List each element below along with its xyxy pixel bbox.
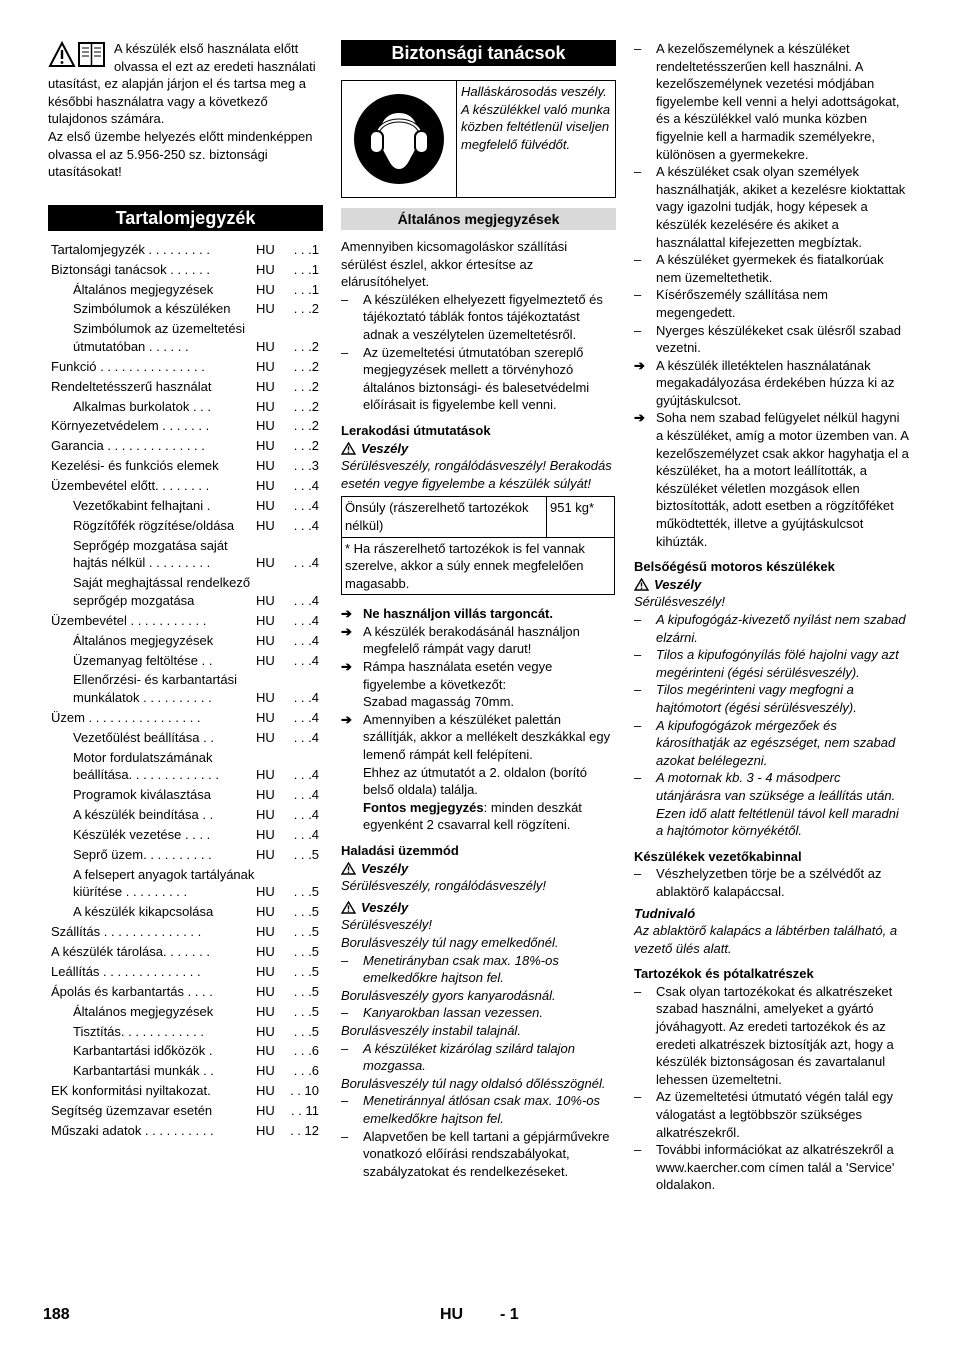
list-item: – A kipufogógázok mérgezőek és károsíthatják az egészséget, nem szabad azokat belélegezni. (634, 717, 896, 768)
toc-entry-language: HU (256, 924, 275, 940)
footer-page-index: - 1 (500, 1306, 519, 1323)
toc-entry-language: HU (256, 458, 275, 474)
toc-row (48, 437, 323, 455)
toc-row (48, 826, 323, 844)
list-item: ➔ A készülék illetéktelen használatának megakadályozása érdekében húzza ki az gyújtáskulcsot. (634, 357, 895, 408)
toc-row (48, 806, 323, 824)
list-item: – A kezelőszemélynek a készüléket rendeltetésszerűen kell használni. A kezelőszemélynek vezetési módjában figyelembe kell venni a helyi adottságokat, és a készülékkel való munka közben figyelnie kell a harmadik személyekre, különösen a gyermekekre. (634, 41, 900, 162)
toc-entry-language: HU (256, 1063, 275, 1079)
weight-value: 951 kg* (547, 497, 615, 537)
toc-entry-language: HU (256, 498, 275, 514)
toc-entry-title: Műszaki adatok . . . . . . . . . . (51, 1123, 214, 1139)
toc-row (48, 866, 323, 901)
toc-entry-title: Készülék vezetése . . . . (73, 826, 211, 842)
toc-entry-language: HU (256, 301, 275, 317)
toc-entry-language: HU (256, 826, 275, 842)
list-item: – Menetirányban csak max. 18%-os emelkedőkre hajtson fel. (341, 952, 559, 986)
toc-entry-page: . . .5 (293, 1003, 319, 1019)
toc-entry-language: HU (256, 1043, 275, 1059)
list-item: – Csak olyan tartozékokat és alkatrészeket szabad használni, amelyeket a gyártó jóváhagyott. Az eredeti tartozékok és az eredeti alkatrészek biztosítják azt, hogy a készülék biztonságosan és zavartalanul lehessen üzemeltetni. (634, 983, 894, 1087)
toc-entry-language: HU (256, 281, 275, 297)
toc-row (48, 786, 323, 804)
toc-row (48, 398, 323, 416)
tip-heading: Borulásveszély instabil talajnál. (341, 1022, 521, 1038)
cab-heading: Készülékek vezetőkabinnal (634, 848, 802, 864)
toc-row (48, 378, 323, 396)
toc-entry-language: HU (256, 612, 275, 628)
toc-entry-page: . . .5 (293, 924, 319, 940)
toc-entry-language: HU (256, 478, 275, 494)
toc-entry-title: Segítség üzemzavar esetén (51, 1103, 213, 1119)
toc-entry-page: . . .4 (293, 612, 319, 628)
toc-entry-title: Karbantartási munkák . . (73, 1063, 214, 1079)
toc-row (48, 983, 323, 1001)
toc-entry-page: . . .4 (293, 652, 319, 668)
toc-entry-title: Vezetőkabint felhajtani . (73, 498, 211, 514)
arrow-icon: ➔ (634, 357, 645, 373)
danger-label: Veszély (341, 860, 616, 878)
list-item: ➔ Soha nem szabad felügyelet nélkül hagyni a készüléket, amíg a motor üzemben van. A kezelőszemélyzet csak akkor hagyhatja el a készüléket, ha a motort leállították, a készüléket véletlen mozgások ellen biztosították, adott esetben a rögzítőféket működtették, illetve a gyújtáskulcsot kihúzták. (634, 410, 909, 549)
tip-heading: Borulásveszély túl nagy emelkedőnél. (341, 934, 559, 950)
column-right (634, 40, 909, 1194)
toc-entry-page: . . .5 (293, 846, 319, 862)
toc-entry-title: Szimbólumok a készüléken (73, 301, 231, 317)
toc-entry-page: . . .4 (293, 826, 319, 842)
toc-entry-title: Vezetőülést beállítása . . (73, 729, 214, 745)
toc-row (48, 320, 323, 355)
toc-entry-language: HU (256, 418, 275, 434)
toc-entry-language: HU (256, 1123, 275, 1139)
toc-entry-language: HU (256, 358, 275, 374)
list-item: – További információkat az alkatrészekről a www.kaercher.com címen talál a 'Service' oldalakon. (634, 1142, 895, 1193)
list-item: – Az üzemeltetési útmutató végén talál egy válogatást a legtöbbször szükséges alkatrészekről. (634, 1089, 894, 1140)
toc-entry-title: Saját meghajtással rendelkező seprőgép mozgatása (73, 575, 251, 608)
toc-entry-page: . . 12 (290, 1123, 319, 1139)
list-item: – Vészhelyzetben törje be a szélvédőt az ablaktörő kalapáccsal. (634, 866, 882, 899)
toc-entry-title: A készülék beindítása . . (73, 807, 214, 823)
toc-row (48, 477, 323, 495)
arrow-icon: ➔ (341, 606, 352, 622)
toc-row (48, 1062, 323, 1080)
safety-heading: Biztonsági tanácsok (341, 40, 616, 66)
toc-row (48, 281, 323, 299)
ramp-guide: Ehhez az útmutatót a 2. oldalon (borító belső oldala) találja. (363, 764, 588, 798)
toc-entry-title: Üzembevétel előtt. . . . . . . . (51, 478, 210, 494)
arrow-icon: ➔ (634, 410, 645, 426)
toc-row (48, 652, 323, 670)
toc-entry-page: . . .4 (293, 592, 319, 608)
toc-entry-language: HU (256, 555, 275, 571)
engine-warning: Sérülésveszély! (634, 594, 726, 610)
toc-entry-title: Ápolás és karbantartás . . . . (51, 983, 213, 999)
toc-row (48, 1082, 323, 1100)
toc-entry-title: A felsepert anyagok tartályának kiürítése . . . . . . . . . (73, 866, 255, 900)
toc-row (48, 903, 323, 921)
arrow-icon: ➔ (341, 623, 352, 639)
important-note: Fontos megjegyzés: minden deszkát egyenként 2 csavarral kell rögzíteni. (363, 799, 582, 833)
toc-row (48, 457, 323, 475)
general-paragraph: Amennyiben kicsomagoláskor szállítási sérülést észlel, akkor értesítse az elárusítóhelyet. (341, 239, 568, 290)
page-number: 188 (43, 1306, 70, 1323)
toc-row (48, 1122, 323, 1140)
toc-row (48, 943, 323, 961)
toc-entry-page: . . .2 (293, 398, 319, 414)
toc-entry-page: . . .1 (293, 261, 319, 277)
list-item: – Menetiránnyal átlósan csak max. 10%-os emelkedőkre hajtson fel. (341, 1093, 601, 1126)
toc-entry-title: Motor fordulatszámának beállítása. . . . . . . . . . . . . (73, 749, 219, 783)
toc-entry-title: Környezetvédelem . . . . . . . (51, 418, 210, 434)
toc-entry-page: . . .4 (293, 729, 319, 745)
toc-entry-title: Karbantartási időközök . (73, 1043, 213, 1059)
toc-row (48, 963, 323, 981)
toc-entry-page: . . 11 (291, 1103, 319, 1119)
hearing-protection-box (341, 80, 616, 198)
toc-row (48, 241, 323, 259)
toc-row (48, 300, 323, 318)
toc-entry-title: Üzem . . . . . . . . . . . . . . . . (51, 709, 201, 725)
toc-entry-page: . . .4 (293, 709, 319, 725)
driving-warning-2: Sérülésveszély! (341, 917, 433, 933)
toc-entry-language: HU (256, 787, 275, 803)
toc-row (48, 1042, 323, 1060)
intro-text-2: Az első üzembe helyezés előtt mindenképpen olvassa el az 5.956-250 sz. biztonsági utasításokat! (48, 128, 313, 180)
warning-triangle-icon (341, 442, 356, 455)
list-item: ➔ A készülék berakodásánál használjon megfelelő rámpát vagy darut! (341, 623, 580, 657)
toc-row (48, 417, 323, 435)
toc-row (48, 729, 323, 747)
warning-manual-icon (48, 40, 110, 74)
tip-heading: Borulásveszély túl nagy oldalsó dőlésszögnél. (341, 1075, 606, 1091)
toc-entry-page: . . .4 (293, 498, 319, 514)
toc-entry-page: . . .5 (293, 904, 319, 920)
list-item: – A készüléket kizárólag szilárd talajon mozgassa. (341, 1040, 575, 1074)
warning-triangle-icon (341, 862, 356, 875)
driving-heading: Haladási üzemmód (341, 843, 459, 858)
column-middle (341, 40, 616, 1180)
toc-entry-language: HU (256, 729, 275, 745)
toc-entry-title: Funkció . . . . . . . . . . . . . . . (51, 358, 205, 374)
table-of-contents (48, 241, 323, 1140)
toc-entry-language: HU (256, 592, 275, 608)
warning-triangle-icon (341, 901, 356, 914)
intro-warning (48, 40, 323, 181)
arrow-icon: ➔ (341, 659, 352, 675)
toc-entry-page: . . .5 (293, 884, 319, 900)
toc-entry-language: HU (256, 767, 275, 783)
toc-heading: Tartalomjegyzék (48, 205, 323, 231)
toc-row (48, 923, 323, 941)
toc-entry-language: HU (256, 438, 275, 454)
toc-row (48, 574, 323, 609)
toc-entry-title: Alkalmas burkolatok . . . (73, 398, 211, 414)
toc-entry-page: . . .4 (293, 478, 319, 494)
toc-entry-language: HU (256, 652, 275, 668)
list-item: – Tilos megérinteni vagy megfogni a hajtómotort (égési sérülésveszély). (634, 682, 857, 715)
toc-entry-page: . . .5 (293, 963, 319, 979)
toc-entry-language: HU (256, 1083, 275, 1099)
toc-entry-page: . . .5 (293, 1023, 319, 1039)
toc-entry-page: . . .4 (293, 555, 319, 571)
toc-row (48, 261, 323, 279)
toc-entry-title: Biztonsági tanácsok . . . . . . (51, 261, 210, 277)
toc-entry-title: Rendeltetésszerű használat (51, 378, 212, 394)
weight-note: * Ha rászerelhető tartozékok is fel vannak szerelve, akkor a súly ennek megfelelően magasabb. (342, 537, 615, 595)
list-item: – A kipufogógáz-kivezető nyílást nem szabad elzárni. (634, 612, 906, 645)
weight-label: Önsúly (rászerelhető tartozékok nélkül) (342, 497, 547, 537)
toc-entry-language: HU (256, 904, 275, 920)
note-text: Az ablaktörő kalapács a lábtérben található, a vezető ülés alatt. (634, 923, 898, 956)
toc-entry-language: HU (256, 846, 275, 862)
engine-heading: Belsőégésű motoros készülékek (634, 559, 835, 575)
warning-triangle-icon (634, 578, 649, 591)
footer-language: HU (440, 1306, 464, 1323)
toc-entry-language: HU (256, 338, 275, 354)
toc-entry-title: Rögzítőfék rögzítése/oldása (73, 517, 235, 533)
toc-entry-title: A készülék kikapcsolása (73, 904, 214, 920)
toc-entry-title: Seprőgép mozgatása saját hajtás nélkül . . . . . . . . . (73, 537, 228, 571)
toc-entry-title: Üzemanyag feltöltése . . (73, 652, 213, 668)
toc-entry-language: HU (256, 709, 275, 725)
toc-row (48, 1003, 323, 1021)
list-item: – Az üzemeltetési útmutatóban szereplő megjegyzések mellett a törvényhozó általános biztonsági- és balesetvédelmi előírásait is figyelembe kell venni. (341, 344, 590, 413)
toc-row (48, 517, 323, 535)
toc-entry-title: Üzembevétel . . . . . . . . . . . (51, 612, 207, 628)
list-item: – A motornak kb. 3 - 4 másodperc utánjárásra van szüksége a leállítás után. Ezen idő alatt feltétlenül távol kell maradni a hajtómotor környékétől. (634, 770, 899, 839)
toc-entry-language: HU (256, 963, 275, 979)
toc-entry-title: Szállítás . . . . . . . . . . . . . . (51, 924, 202, 940)
toc-row (48, 749, 323, 784)
toc-entry-language: HU (256, 517, 275, 533)
toc-row (48, 709, 323, 727)
list-item: – A készüléket gyermekek és fiatalkorúak nem üzemeltethetik. (634, 252, 884, 285)
toc-entry-language: HU (256, 241, 275, 257)
toc-entry-page: . . .6 (293, 1063, 319, 1079)
list-item: ➔ Rámpa használata esetén vegye figyelembe a következőt: (341, 659, 553, 692)
weight-table (341, 496, 615, 595)
toc-entry-language: HU (256, 944, 275, 960)
toc-entry-title: Általános megjegyzések (73, 632, 214, 648)
toc-entry-page: . . .4 (293, 632, 319, 648)
toc-entry-title: Programok kiválasztása (73, 787, 211, 803)
arrow-icon: ➔ (341, 711, 352, 727)
toc-entry-title: Leállítás . . . . . . . . . . . . . . (51, 963, 201, 979)
toc-entry-page: . . .4 (293, 807, 319, 823)
list-item: ➔ Amennyiben a készüléket palettán szállítják, akkor a mellékelt deszkákkal egy lemenő rámpát kell felépíteni. (341, 711, 611, 763)
toc-row (48, 537, 323, 572)
toc-entry-page: . . .4 (293, 517, 319, 533)
toc-entry-language: HU (256, 398, 275, 414)
ramp-height: Szabad magasság 70mm. (363, 694, 515, 710)
intro-text-1: A készülék első használata előtt olvassa el ezt az eredeti használati utasítást, ez alapján járjon el és tartsa meg a későbbi használatra vagy a következő tulajdonos számára. (48, 41, 316, 127)
accessories-heading: Tartozékok és pótalkatrészek (634, 966, 814, 982)
toc-entry-language: HU (256, 378, 275, 394)
toc-entry-page: . . .6 (293, 1043, 319, 1059)
toc-entry-page: . . .5 (293, 983, 319, 999)
toc-row (48, 632, 323, 650)
list-item: – Tilos a kipufogónyílás fölé hajolni vagy azt megérinteni (égési sérülésveszély). (634, 647, 899, 680)
toc-entry-title: Ellenőrzési- és karbantartási munkálatok . . . . . . . . . . (73, 672, 238, 706)
toc-entry-language: HU (256, 1003, 275, 1019)
toc-entry-language: HU (256, 632, 275, 648)
toc-entry-page: . . .2 (293, 438, 319, 454)
toc-entry-page: . . .3 (293, 458, 319, 474)
toc-entry-title: Tisztítás. . . . . . . . . . . . (73, 1023, 204, 1039)
toc-entry-language: HU (256, 884, 275, 900)
hearing-protection-icon-cell (342, 81, 457, 197)
toc-entry-page: . . .2 (293, 378, 319, 394)
toc-entry-title: Szimbólumok az üzemeltetési útmutatóban . . . . . . (73, 321, 245, 354)
toc-entry-page: . . .2 (293, 301, 319, 317)
toc-row (48, 1102, 323, 1120)
danger-label: Veszély (634, 576, 909, 594)
toc-entry-language: HU (256, 807, 275, 823)
toc-entry-page: . . .2 (293, 338, 319, 354)
toc-entry-language: HU (256, 1103, 275, 1119)
toc-row (48, 497, 323, 515)
note-heading: Tudnivaló (634, 905, 696, 921)
general-notes-heading: Általános megjegyzések (341, 208, 616, 230)
column-left (48, 40, 323, 1142)
toc-entry-page: . . .5 (293, 944, 319, 960)
toc-entry-title: Tartalomjegyzék . . . . . . . . . (51, 241, 210, 257)
toc-entry-page: . . .1 (293, 241, 319, 257)
ear-protection-icon (353, 93, 445, 185)
toc-entry-title: Garancia . . . . . . . . . . . . . . (51, 438, 205, 454)
list-item: ➔ Ne használjon villás targoncát. (341, 606, 553, 622)
toc-entry-page: . . .2 (293, 358, 319, 374)
list-item: – Alapvetően be kell tartani a gépjárművekre vonatkozó előírási rendszabályokat, szabályzatokat és rendelkezéseket. (341, 1128, 610, 1179)
toc-entry-title: Általános megjegyzések (73, 1003, 214, 1019)
toc-entry-title: A készülék tárolása. . . . . . . (51, 944, 210, 960)
toc-row (48, 671, 323, 706)
list-item: – Kanyarokban lassan vezessen. (341, 1005, 543, 1021)
toc-row (48, 612, 323, 630)
toc-entry-title: Kezelési- és funkciós elemek (51, 458, 219, 474)
toc-entry-page: . . .2 (293, 418, 319, 434)
hearing-protection-text: Halláskárosodás veszély. A készülékkel való munka közben feltétlenül viseljen megfelelő fülvédőt. (461, 84, 611, 152)
toc-row (48, 846, 323, 864)
toc-entry-title: Seprő üzem. . . . . . . . . . (73, 846, 212, 862)
toc-entry-title: EK konformitási nyiltakozat. (51, 1083, 211, 1099)
list-item: – A készüléken elhelyezett figyelmeztető és tájékoztató táblák fontos tájékoztatást adnak a veszélytelen üzemeltetésről. (341, 291, 603, 342)
toc-row (48, 1023, 323, 1041)
toc-entry-page: . . 10 (290, 1083, 319, 1099)
toc-entry-title: Általános megjegyzések (73, 281, 214, 297)
danger-label: Veszély (341, 440, 616, 458)
toc-entry-page: . . .1 (293, 281, 319, 297)
list-item: – Nyerges készülékeket csak ülésről szabad vezetni. (634, 322, 901, 356)
unloading-heading: Lerakodási útmutatások (341, 422, 491, 438)
unload-warning: Sérülésveszély, rongálódásveszély! Berakodás esetén vegye figyelembe a készülék súlyát! (341, 458, 612, 491)
toc-entry-page: . . .4 (293, 690, 319, 706)
toc-entry-language: HU (256, 690, 275, 706)
toc-entry-language: HU (256, 983, 275, 999)
tip-heading: Borulásveszély gyors kanyarodásnál. (341, 987, 556, 1003)
toc-entry-page: . . .4 (293, 787, 319, 803)
driving-warning-1: Sérülésveszély, rongálódásveszély! (341, 878, 546, 894)
toc-entry-language: HU (256, 1023, 275, 1039)
toc-entry-page: . . .4 (293, 767, 319, 783)
toc-entry-language: HU (256, 261, 275, 277)
danger-label: Veszély (341, 899, 616, 917)
list-item: – A készüléket csak olyan személyek használhatják, akiket a kezelésre kioktattak vagy igazolni tudják, hogy képesek a készülék kezelésére és akiket a használattal kifejezetten megbíztak. (634, 164, 906, 250)
toc-row (48, 358, 323, 376)
list-item: – Kísérőszemély szállítása nem megengedett. (634, 287, 828, 320)
